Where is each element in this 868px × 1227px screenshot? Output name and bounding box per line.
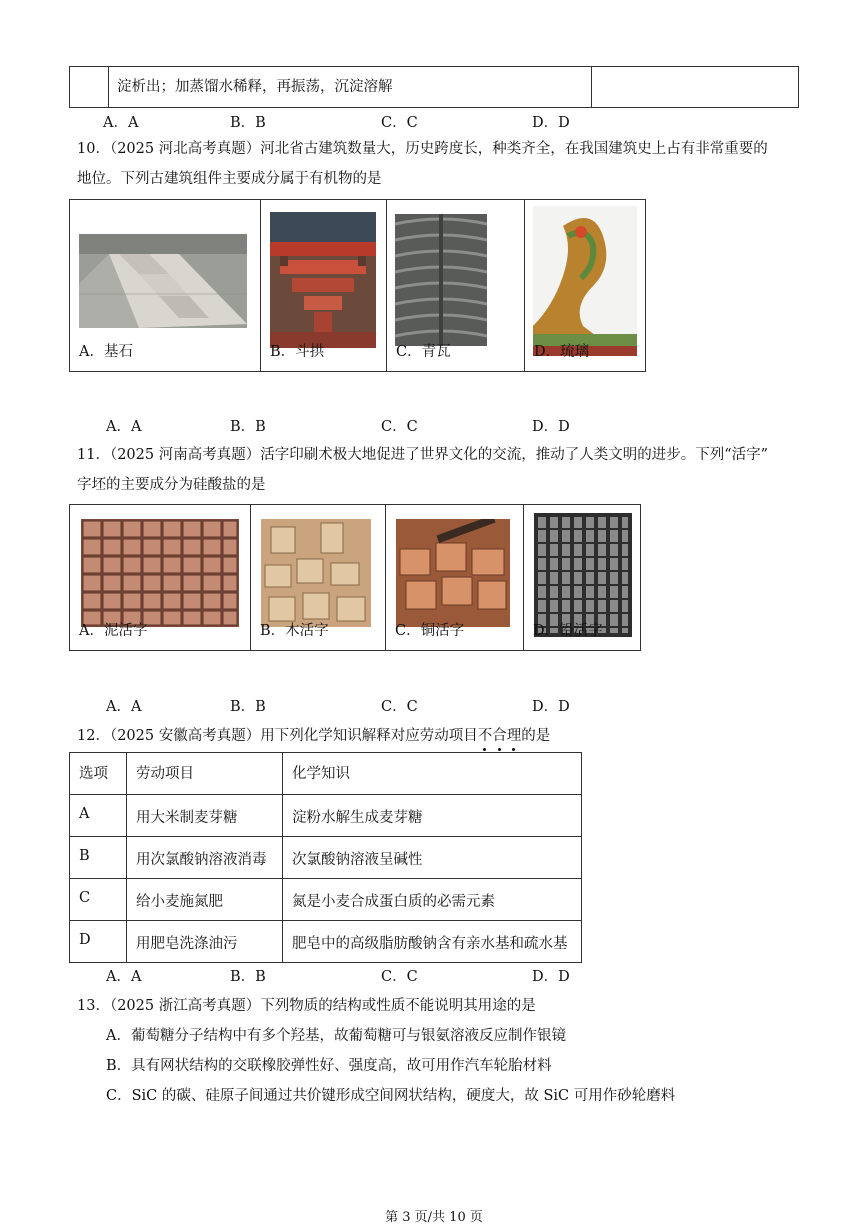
q11-stem-line1: 11．（2025 河南高考真题）活字印刷术极大地促进了世界文化的交流，推动了人类文明的进步。下列“活字”: [77, 447, 769, 463]
q12-row-a-label: A: [70, 795, 127, 837]
q12-stem-post: 的是: [521, 728, 551, 744]
q11-caption-a: A．泥活字: [79, 623, 148, 639]
q10-caption-a: A．基石: [79, 344, 133, 360]
table-row: [70, 837, 582, 879]
q10-caption-c: C．青瓦: [396, 344, 451, 360]
q9-option-d[interactable]: D．D: [532, 115, 570, 131]
bracket-set-image: [270, 212, 376, 348]
q10-stem-line2: 地位。下列古建筑组件主要成分属于有机物的是: [77, 171, 382, 187]
q12-stem-pre: 12．（2025 安徽高考真题）用下列化学知识解释对应劳动项目: [77, 728, 478, 744]
q12-header-option: 选项: [70, 753, 127, 795]
q9-option-a[interactable]: A．A: [103, 115, 139, 131]
q12-table: [69, 752, 582, 963]
q10-cell-c: [387, 200, 525, 372]
q10-image-table: [69, 199, 646, 414]
q12-option-d[interactable]: D．D: [532, 969, 570, 985]
q10-option-b[interactable]: B．B: [230, 419, 266, 435]
q13-choice-c[interactable]: C．SiC 的碳、硅原子间通过共价键形成空间网状结构，硬度大，故 SiC 可用作砂轮磨料: [106, 1088, 676, 1104]
top-table: [69, 66, 799, 108]
q9-option-b[interactable]: B．B: [230, 115, 266, 131]
q11-cell-b: [251, 505, 386, 651]
q11-image-table: [69, 504, 641, 693]
q13-choice-b[interactable]: B．具有网状结构的交联橡胶弹性好、强度高，故可用作汽车轮胎材料: [106, 1058, 552, 1074]
q12-row-b-labor: 用次氯酸钠溶液消毒: [127, 837, 283, 879]
q11-cell-d: [524, 505, 641, 651]
q13-stem: 13．（2025 浙江高考真题）下列物质的结构或性质不能说明其用途的是: [77, 998, 536, 1014]
q10-caption-d: D．琉璃: [534, 344, 590, 360]
q12-stem-emph-2: 合: [492, 728, 507, 744]
q11-caption-d: D．铅活字: [533, 623, 603, 639]
wood-type-image: [261, 519, 371, 627]
q12-header-labor: 劳动项目: [127, 753, 283, 795]
q12-stem-emph-1: 不: [477, 728, 493, 744]
q12-header-knowledge: 化学知识: [283, 753, 582, 795]
q12-row-c-labor: 给小麦施氮肥: [127, 879, 283, 921]
q10-caption-b: B．斗拱: [270, 344, 325, 360]
q12-option-a[interactable]: A．A: [106, 969, 142, 985]
table-row: [70, 879, 582, 921]
table-row: [70, 795, 582, 837]
top-table-cell-blank: [592, 67, 799, 108]
q12-row-d-labor: 用肥皂洗涤油污: [127, 921, 283, 963]
q11-option-d[interactable]: D．D: [532, 699, 570, 715]
foundation-stone-image: [79, 234, 247, 328]
clay-type-image: [81, 519, 239, 627]
q12-row-b-label: B: [70, 837, 127, 879]
q10-cell-d: [525, 200, 646, 372]
q12-option-c[interactable]: C．C: [381, 969, 418, 985]
q11-caption-b: B．木活字: [260, 623, 329, 639]
q10-stem-line1: 10．（2025 河北高考真题）河北省古建筑数量大，历史跨度长，种类齐全，在我国建筑史上占有非常重要的: [77, 141, 768, 157]
q11-caption-c: C．铜活字: [395, 623, 465, 639]
q12-row-b-knowledge: 次氯酸钠溶液呈碱性: [283, 837, 582, 879]
q10-cell-b: [261, 200, 387, 372]
q12-row-c-label: C: [70, 879, 127, 921]
q11-option-a[interactable]: A．A: [106, 699, 142, 715]
q11-cell-c: [386, 505, 524, 651]
q12-row-a-knowledge: 淀粉水解生成麦芽糖: [283, 795, 582, 837]
q13-choice-a[interactable]: A．葡萄糖分子结构中有多个羟基，故葡萄糖可与银氨溶液反应制作银镜: [106, 1028, 566, 1044]
top-table-cell-empty: [70, 67, 109, 108]
q12-option-b[interactable]: B．B: [230, 969, 266, 985]
q10-cell-a: [70, 200, 261, 372]
q12-stem-emph-3: 理: [506, 728, 522, 744]
q9-option-c[interactable]: C．C: [381, 115, 418, 131]
q11-option-b[interactable]: B．B: [230, 699, 266, 715]
table-row: [70, 921, 582, 963]
q11-option-c[interactable]: C．C: [381, 699, 418, 715]
q10-stem: [77, 134, 797, 194]
q11-stem: [77, 440, 797, 500]
q12-row-c-knowledge: 氮是小麦合成蛋白质的必需元素: [283, 879, 582, 921]
q12-row-a-labor: 用大米制麦芽糖: [127, 795, 283, 837]
top-table-cell-text: 淀析出；加蒸馏水稀释，再振荡，沉淀溶解: [109, 67, 592, 108]
q12-stem: [77, 724, 550, 745]
gray-tile-image: [395, 214, 487, 346]
q12-row-d-label: D: [70, 921, 127, 963]
q10-option-a[interactable]: A．A: [106, 419, 142, 435]
q12-row-d-knowledge: 肥皂中的高级脂肪酸钠含有亲水基和疏水基: [283, 921, 582, 963]
q11-cell-a: [70, 505, 251, 651]
q10-option-c[interactable]: C．C: [381, 419, 418, 435]
copper-type-image: [396, 519, 510, 627]
q10-option-d[interactable]: D．D: [532, 419, 570, 435]
q11-stem-line2: 字坯的主要成分为硅酸盐的是: [77, 477, 266, 493]
glazed-tile-image: [533, 206, 637, 356]
page-footer: 第 3 页/共 10 页: [385, 1210, 483, 1225]
